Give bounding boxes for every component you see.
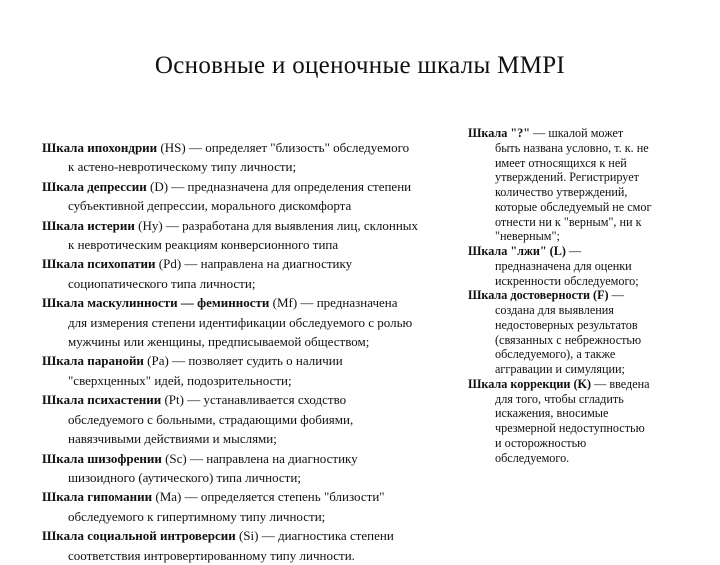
- scale-item: [42, 177, 462, 216]
- scale-description: (Mf) — предназначена: [269, 295, 398, 311]
- scale-name: Шкала социальной интроверсии: [42, 528, 236, 544]
- scale-item: [42, 449, 462, 488]
- scale-description-continuation: недостоверных результатов: [495, 317, 638, 332]
- scale-description-continuation: "неверным";: [495, 229, 560, 244]
- scale-description: (Ma) — определяется степень "близости": [152, 489, 385, 505]
- scale-description-continuation: чрезмерной недоступностью: [495, 421, 645, 435]
- scale-item: [42, 526, 462, 565]
- scale-description: (Pd) — направлена на диагностику: [155, 256, 353, 272]
- scale-description-continuation: (связанных с небрежностью: [495, 332, 642, 347]
- scale-description-continuation: социопатического типа личности;: [68, 275, 256, 291]
- scale-item-first-line: [42, 216, 462, 235]
- scale-description: (Pt) — устанавливается сходство: [161, 392, 347, 408]
- scale-item: [42, 487, 462, 526]
- scale-description-continuation: субъективной депрессии, морального дискомфорта: [68, 198, 352, 214]
- scale-description-continuation: утверждений. Регистрирует: [495, 170, 639, 185]
- scale-description-continuation: шизоидного (аутического) типа личности;: [68, 469, 301, 485]
- scale-description-continuation: отнести ни к "верным", ни к: [495, 214, 642, 229]
- scale-item-first-line: [42, 526, 462, 545]
- scale-name: Шкала гипомании: [42, 489, 153, 505]
- slide-title: Основные и оценочные шкалы MMPI: [154, 52, 566, 79]
- scale-description-continuation: искажения, вносимые: [495, 406, 609, 421]
- scale-item-first-line: [468, 244, 713, 259]
- scale-description: (Sc) — направлена на диагностику: [161, 450, 358, 466]
- scale-description: (D) — предназначена для определения степени: [146, 178, 412, 194]
- scale-description-continuation: мужчины или женщины, предписываемой обществом;: [68, 334, 370, 350]
- scale-description-continuation: к невротическим реакциям конверсионного типа: [68, 237, 339, 253]
- scale-item-first-line: [42, 293, 462, 312]
- scale-item: [42, 216, 462, 255]
- scale-item-first-line: [42, 138, 462, 157]
- scale-description-continuation: предназначена для оценки: [495, 258, 632, 273]
- scale-item-first-line: [42, 390, 462, 409]
- scale-item: [42, 390, 462, 448]
- scale-description-continuation: которые обследуемый не смог: [495, 199, 652, 214]
- scale-description-continuation: искренности обследуемого;: [495, 273, 639, 288]
- scale-name: Шкала "?": [468, 126, 531, 140]
- scale-item: [468, 126, 713, 244]
- scale-item-first-line: [42, 449, 462, 468]
- scale-description-continuation: аггравации и симуляции;: [495, 362, 625, 376]
- scale-description-continuation: и осторожностью: [495, 435, 587, 450]
- scale-name: Шкала паранойи: [42, 353, 144, 369]
- scale-item: [42, 138, 462, 177]
- scale-description-continuation: для измерения степени идентификации обследуемого с ролью: [68, 314, 413, 330]
- validity-scales-list: [468, 126, 713, 465]
- scale-description: (Pa) — позволяет судить о наличии: [143, 353, 343, 369]
- scale-item-first-line: [468, 126, 713, 141]
- scale-name: Шкала коррекции (K): [468, 376, 592, 391]
- scale-item: [42, 351, 462, 390]
- scale-item: [42, 254, 462, 293]
- scale-description: — введена: [591, 376, 650, 391]
- scale-description: —: [565, 244, 582, 258]
- scale-item-first-line: [42, 254, 462, 273]
- scale-description-continuation: имеет относящихся к ней: [495, 155, 627, 170]
- scale-name: Шкала ипохондрии: [42, 140, 158, 155]
- scale-description: (HS) — определяет "близость" обследуемого: [157, 140, 410, 155]
- scale-name: Шкала депрессии: [42, 178, 147, 194]
- scale-description-continuation: обследуемого с больными, страдающими фобиями,: [68, 411, 354, 427]
- scale-item: [468, 244, 713, 288]
- scale-description-continuation: "сверхценных" идей, подозрительности;: [68, 372, 292, 388]
- scale-description: —: [608, 288, 624, 303]
- scale-name: Шкала истерии: [42, 217, 135, 233]
- scale-name: Шкала психопатии: [42, 256, 156, 272]
- scale-item-first-line: [42, 177, 462, 196]
- scale-item-first-line: [42, 351, 462, 370]
- scale-item: [42, 293, 462, 351]
- scale-description-continuation: навязчивыми действиями и мыслями;: [68, 431, 277, 447]
- scale-description-continuation: обследуемого), а также: [495, 347, 616, 362]
- scale-name: Шкала маскулинности — феминности: [42, 295, 270, 311]
- scale-description: — шкалой может: [530, 126, 624, 140]
- scale-description: (Hy) — разработана для выявления лиц, склонных: [134, 217, 419, 233]
- scale-name: Шкала достоверности (F): [468, 288, 609, 303]
- scale-item-first-line: [468, 377, 713, 392]
- scale-description-continuation: обследуемого.: [495, 450, 570, 465]
- scale-description-continuation: быть названа условно, т. к. не: [495, 140, 649, 155]
- scale-name: Шкала "лжи" (L): [468, 244, 566, 258]
- clinical-scales-list: [42, 138, 462, 565]
- scale-description-continuation: создана для выявления: [495, 303, 614, 317]
- scale-item: [468, 377, 713, 466]
- scale-description-continuation: для того, чтобы сгладить: [495, 391, 624, 406]
- scale-description-continuation: количество утверждений,: [495, 185, 628, 199]
- scale-item-first-line: [468, 288, 713, 303]
- scale-name: Шкала шизофрении: [42, 450, 162, 466]
- scale-description: (Si) — диагностика степени: [235, 528, 394, 544]
- scale-item: [468, 288, 713, 377]
- scale-description-continuation: к астено-невротическому типу личности;: [68, 159, 297, 175]
- scale-description-continuation: обследуемого к гипертимному типу личности;: [68, 508, 326, 524]
- scale-item-first-line: [42, 487, 462, 506]
- scale-name: Шкала психастении: [42, 392, 162, 408]
- scale-description-continuation: соответствия интровертированному типу личности.: [68, 547, 355, 563]
